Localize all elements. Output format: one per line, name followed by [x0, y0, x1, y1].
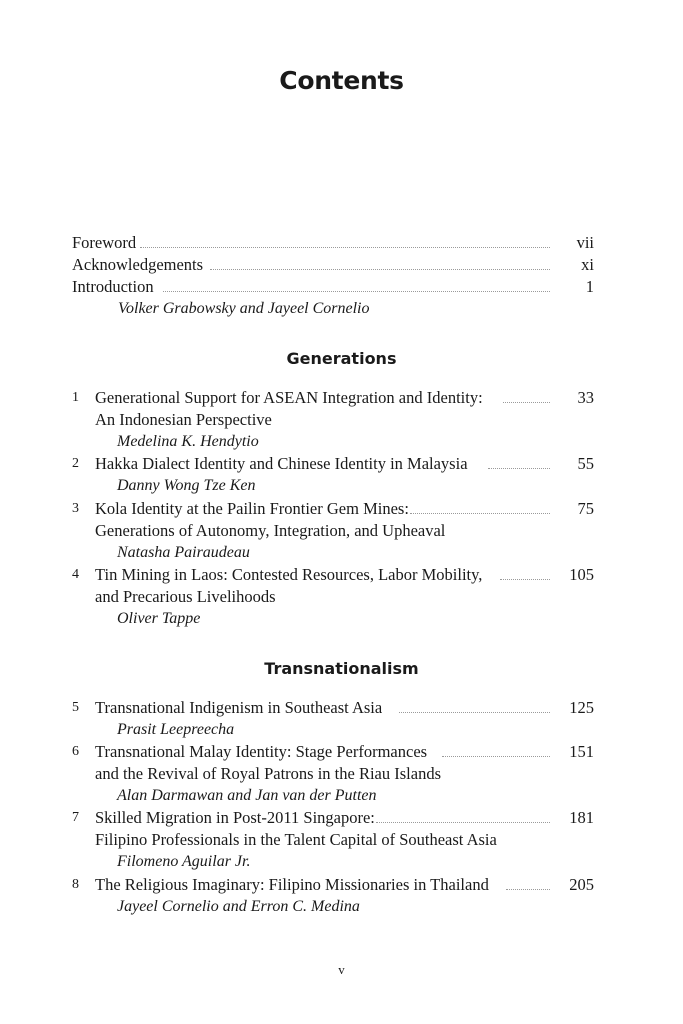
toc-chapter-3[interactable] — [72, 498, 594, 520]
toc-chapter-7[interactable] — [72, 807, 594, 829]
chapter-number: 5 — [72, 700, 79, 715]
page-number: 33 — [577, 388, 594, 407]
dot-leader — [376, 822, 550, 823]
page-number: xi — [581, 255, 594, 274]
dot-leader — [399, 712, 550, 713]
chapter-title-continued: Generations of Autonomy, Integration, and Upheaval — [95, 521, 446, 540]
entry-title: Foreword — [72, 233, 137, 252]
chapter-number: 6 — [72, 744, 79, 759]
chapter-number: 3 — [72, 501, 79, 516]
chapter-author: Oliver Tappe — [117, 610, 201, 627]
dot-leader — [140, 247, 550, 248]
chapter-title: Transnational Malay Identity: Stage Performances — [95, 742, 428, 761]
chapter-author: Jayeel Cornelio and Erron C. Medina — [117, 898, 360, 915]
page-number: 105 — [569, 565, 594, 584]
dot-leader — [163, 291, 550, 292]
chapter-title: Skilled Migration in Post-2011 Singapore: — [95, 808, 375, 827]
page-number: vii — [576, 233, 594, 252]
chapter-author: Natasha Pairaudeau — [117, 544, 250, 561]
chapter-title: Kola Identity at the Pailin Frontier Gem Mines: — [95, 499, 409, 518]
dot-leader — [442, 756, 550, 757]
chapter-title-continued: and Precarious Livelihoods — [95, 587, 276, 606]
toc-chapter-1[interactable] — [72, 387, 594, 409]
dot-leader — [503, 402, 550, 403]
chapter-title: Transnational Indigenism in Southeast Asia — [95, 698, 383, 717]
page-number: 55 — [577, 454, 594, 473]
toc-chapter-8[interactable] — [72, 874, 594, 896]
page-folio: v — [338, 962, 345, 977]
chapter-title-continued: An Indonesian Perspective — [95, 410, 272, 429]
toc-chapter-5[interactable] — [72, 697, 594, 719]
section-heading-transnationalism: Transnationalism — [264, 659, 419, 678]
chapter-author: Filomeno Aguilar Jr. — [117, 853, 251, 870]
page-title: Contents — [279, 66, 404, 95]
toc-chapter-2[interactable] — [72, 453, 594, 475]
chapter-title: The Religious Imaginary: Filipino Missionaries in Thailand — [95, 875, 489, 894]
toc-entry-acknowledgements[interactable] — [72, 254, 594, 276]
chapter-number: 4 — [72, 567, 79, 582]
chapter-number: 2 — [72, 456, 79, 471]
chapter-author: Danny Wong Tze Ken — [117, 477, 256, 494]
page-number: 181 — [569, 808, 594, 827]
chapter-title: Tin Mining in Laos: Contested Resources, Labor Mobility, — [95, 565, 483, 584]
chapter-author: Prasit Leepreecha — [117, 721, 235, 738]
chapter-number: 1 — [72, 390, 79, 405]
chapter-author: Medelina K. Hendytio — [117, 433, 259, 450]
chapter-title-continued: Filipino Professionals in the Talent Capital of Southeast Asia — [95, 830, 497, 849]
dot-leader — [488, 468, 550, 469]
toc-entry-foreword[interactable] — [72, 232, 594, 254]
section-heading-generations: Generations — [286, 349, 397, 368]
chapter-title: Hakka Dialect Identity and Chinese Identity in Malaysia — [95, 454, 468, 473]
page-number: 151 — [569, 742, 594, 761]
entry-author: Volker Grabowsky and Jayeel Cornelio — [118, 300, 370, 317]
dot-leader — [210, 269, 550, 270]
toc-chapter-6[interactable] — [72, 741, 594, 763]
page-number: 205 — [569, 875, 594, 894]
page-number: 1 — [585, 277, 594, 296]
toc-chapter-4[interactable] — [72, 564, 594, 586]
dot-leader — [500, 579, 550, 580]
dot-leader — [506, 889, 550, 890]
entry-title: Acknowledgements — [72, 255, 204, 274]
page-number: 75 — [577, 499, 594, 518]
chapter-author: Alan Darmawan and Jan van der Putten — [117, 787, 377, 804]
chapter-number: 7 — [72, 810, 79, 825]
toc-entry-introduction[interactable] — [72, 276, 594, 298]
entry-title: Introduction — [72, 277, 154, 296]
dot-leader — [410, 513, 550, 514]
page-number: 125 — [569, 698, 594, 717]
chapter-title-continued: and the Revival of Royal Patrons in the Riau Islands — [95, 764, 441, 783]
chapter-number: 8 — [72, 877, 79, 892]
chapter-title: Generational Support for ASEAN Integration and Identity: — [95, 388, 483, 407]
